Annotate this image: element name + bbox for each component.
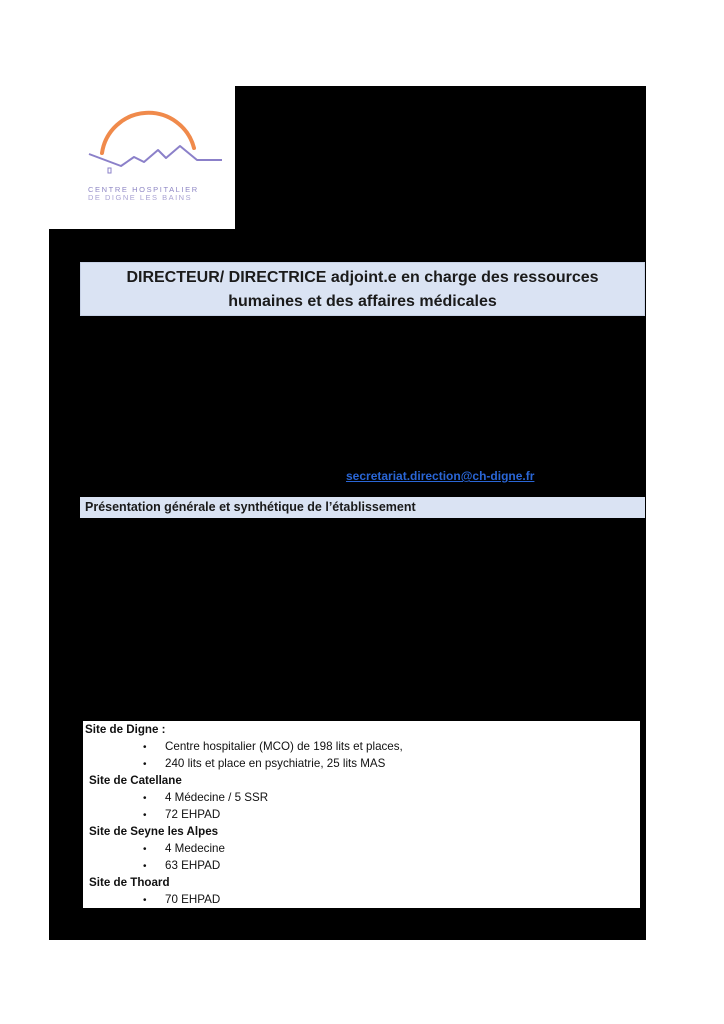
list-bullet: • bbox=[143, 861, 147, 872]
list-item: 63 EHPAD bbox=[165, 859, 221, 872]
site-name-thoard: Site de Thoard bbox=[89, 876, 170, 889]
sites-list bbox=[83, 721, 640, 908]
logo-text-line1: CENTRE HOSPITALIER bbox=[88, 185, 199, 194]
list-item: 240 lits et place en psychiatrie, 25 lits MAS bbox=[165, 757, 386, 770]
job-title-line2: humaines et des affaires médicales bbox=[228, 293, 497, 310]
list-bullet: • bbox=[143, 793, 147, 804]
list-item: 70 EHPAD bbox=[165, 893, 221, 906]
list-bullet: • bbox=[143, 810, 147, 821]
list-item: 4 Médecine / 5 SSR bbox=[165, 791, 269, 804]
list-item: 4 Medecine bbox=[165, 842, 225, 855]
job-title-line1: DIRECTEUR/ DIRECTRICE adjoint.e en charge des ressources bbox=[126, 269, 599, 286]
site-name-digne: Site de Digne : bbox=[85, 723, 166, 736]
list-item: Centre hospitalier (MCO) de 198 lits et places, bbox=[165, 740, 403, 753]
hospital-logo bbox=[49, 86, 235, 229]
list-bullet: • bbox=[143, 895, 147, 906]
list-bullet: • bbox=[143, 844, 147, 855]
document-page bbox=[49, 86, 646, 940]
list-bullet: • bbox=[143, 742, 147, 753]
section-heading: Présentation générale et synthétique de l’établissement bbox=[80, 497, 645, 518]
list-item: 72 EHPAD bbox=[165, 808, 221, 821]
logo-graphic bbox=[49, 86, 235, 229]
job-title-box bbox=[80, 262, 645, 316]
contact-email-link[interactable]: secretariat.direction@ch-digne.fr bbox=[346, 469, 535, 483]
logo-text-line2: DE DIGNE LES BAINS bbox=[88, 193, 193, 202]
site-name-seyne: Site de Seyne les Alpes bbox=[89, 825, 219, 838]
site-name-catellane: Site de Catellane bbox=[89, 774, 182, 787]
list-bullet: • bbox=[143, 759, 147, 770]
